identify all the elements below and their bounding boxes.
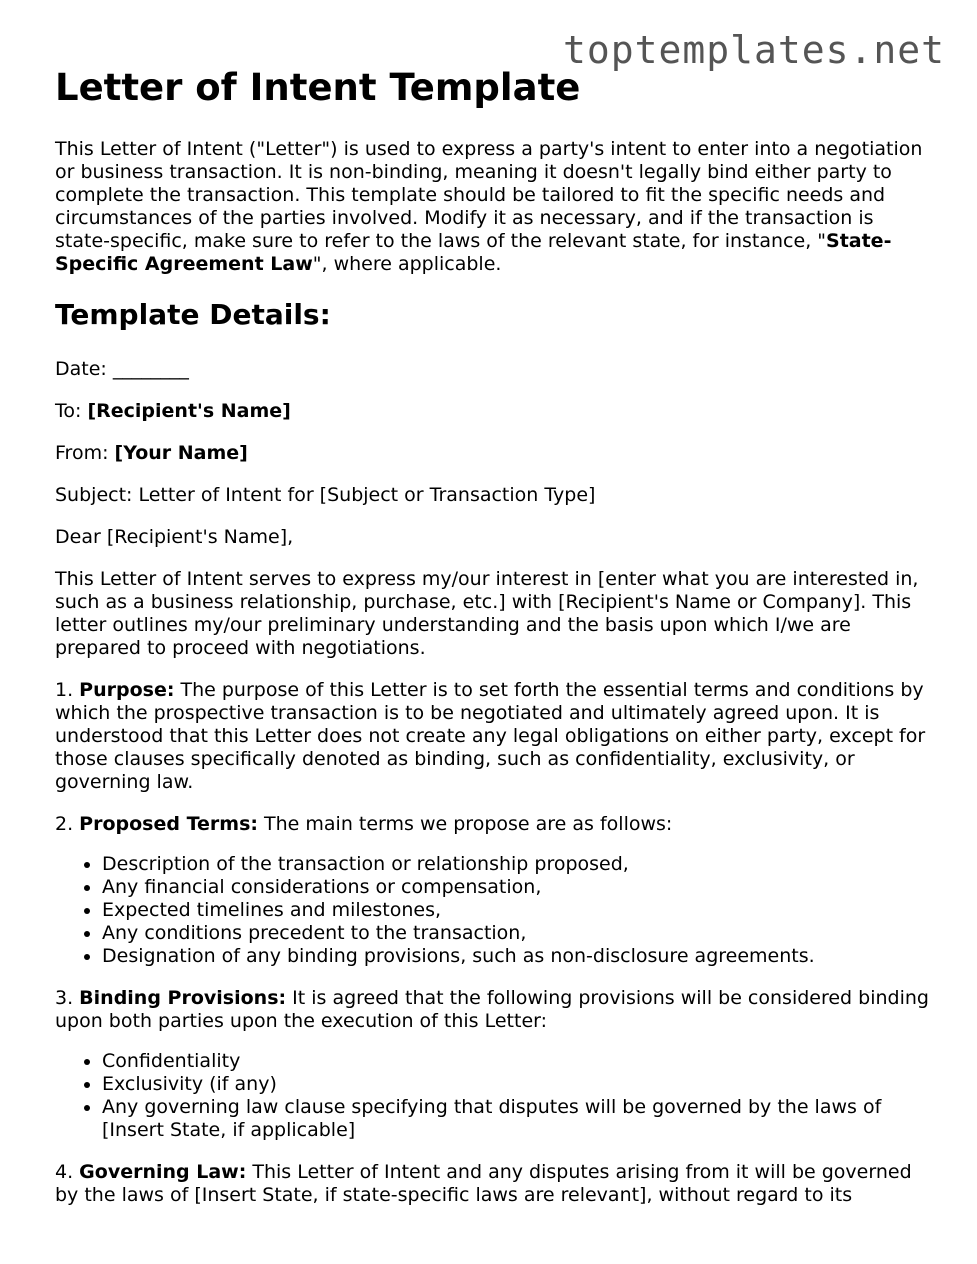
list-item: • Designation of any binding provisions, such as non-disclosure agreements. <box>102 945 930 968</box>
list-item: • Confidentiality <box>102 1050 930 1073</box>
section-title: Governing Law: <box>79 1160 247 1183</box>
section-title: Purpose: <box>79 678 175 701</box>
section-number: 1. <box>55 678 80 701</box>
section-title: Proposed Terms: <box>79 812 258 835</box>
section-text: It is agreed that the following provisions will be considered binding upon both parties upon the execution of this Letter: <box>55 986 929 1032</box>
document-page <box>55 66 930 1226</box>
proposed-terms-list <box>55 853 930 968</box>
date-label: Date: <box>55 357 113 380</box>
list-item: • Any governing law clause specifying that disputes will be governed by the laws of [Insert State, if applicable] <box>102 1096 930 1142</box>
section-text: The purpose of this Letter is to set forth the essential terms and conditions by which the prospective transaction is to be negotiated and ultimately agreed upon. It is understood that this Letter does not create any legal obligations on either party, except for those clauses specifically denoted as binding, such as confidentiality, exclusivity, or governing law. <box>55 678 926 793</box>
intro-tail: ", where applicable. <box>312 253 502 276</box>
body-intro: This Letter of Intent serves to express my/our interest in [enter what you are interested in, such as a business relationship, purchase, etc.] with [Recipient's Name or Company]. This letter outlines my/our preliminary understanding and the basis upon which I/we are prepared to proceed with negotiations. <box>55 567 919 659</box>
list-item: • Any financial considerations or compensation, <box>102 876 930 899</box>
section-text: The main terms we propose are as follows: <box>257 812 673 835</box>
intro-text: This Letter of Intent ("Letter") is used to express a party's intent to enter into a negotiation or business transaction. It is non-binding, meaning it doesn't legally bind either party to complete the transaction. This template should be tailored to fit the specific needs and circumstances of the parties involved. Modify it as necessary, and if the transaction is state-specific, make sure to refer to the laws of the relevant state, for instance, " <box>55 138 923 253</box>
intro-bold-law: State-Specific Agreement Law <box>55 230 892 276</box>
section-proposed-terms <box>55 813 930 836</box>
to-label: To: <box>55 399 88 422</box>
document-title: Letter of Intent Template <box>55 66 581 109</box>
intro-paragraph <box>55 138 930 276</box>
details-heading: Template Details: <box>55 298 331 332</box>
section-governing-law <box>55 1161 930 1207</box>
list-item: • Expected timelines and milestones, <box>102 899 930 922</box>
to-value: [Recipient's Name] <box>87 399 291 422</box>
date-value: ________ <box>112 357 189 380</box>
list-item: • Any conditions precedent to the transaction, <box>102 922 930 945</box>
section-number: 2. <box>55 812 80 835</box>
to-line <box>55 400 930 423</box>
subject-line: Subject: Letter of Intent for [Subject or Transaction Type] <box>55 483 596 506</box>
section-text: This Letter of Intent and any disputes arising from it will be governed by the laws of [Insert State, if state-specific laws are relevant], without regard to its <box>55 1160 912 1206</box>
section-binding-provisions <box>55 987 930 1033</box>
list-item: • Exclusivity (if any) <box>102 1073 930 1096</box>
from-line <box>55 442 930 465</box>
section-purpose <box>55 679 930 794</box>
section-number: 4. <box>55 1160 80 1183</box>
salutation: Dear [Recipient's Name], <box>55 525 294 548</box>
binding-provisions-list <box>55 1050 930 1142</box>
from-value: [Your Name] <box>114 441 248 464</box>
from-label: From: <box>55 441 115 464</box>
section-number: 3. <box>55 986 80 1009</box>
date-line <box>55 358 930 381</box>
section-title: Binding Provisions: <box>79 986 287 1009</box>
watermark: toptemplates.net <box>562 28 945 72</box>
list-item: • Description of the transaction or relationship proposed, <box>102 853 930 876</box>
